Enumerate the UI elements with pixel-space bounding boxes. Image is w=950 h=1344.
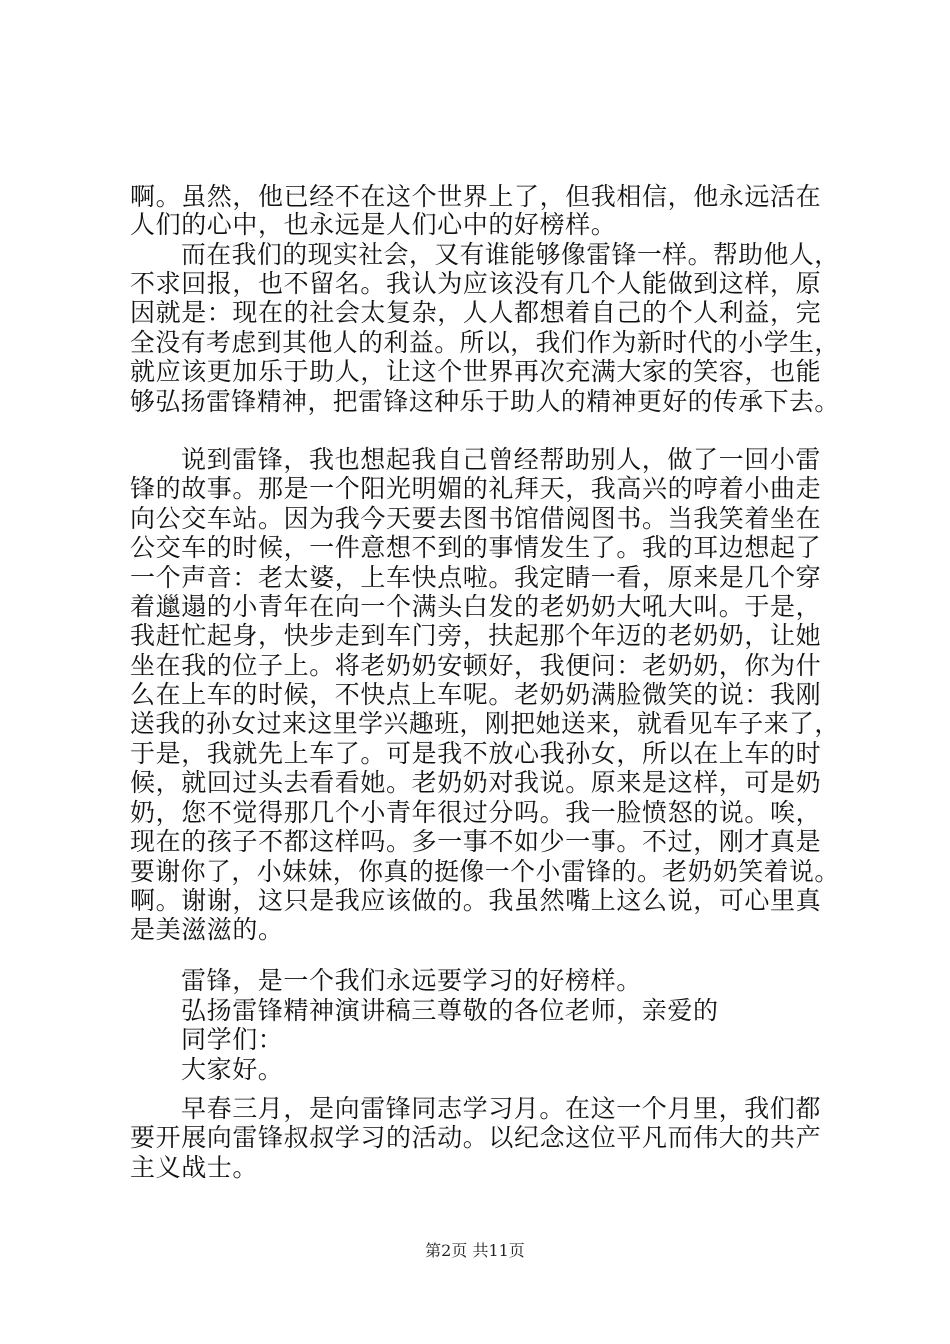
text-line: 现在的孩子不都这样吗。多一事不如少一事。不过，刚才真是 — [130, 827, 822, 856]
text-line: 奶，您不觉得那几个小青年很过分吗。我一脸愤怒的说。唉， — [130, 798, 822, 827]
text-line: 啊。虽然，他已经不在这个世界上了，但我相信，他永远活在 — [130, 182, 822, 211]
text-line: 着邋遢的小青年在向一个满头白发的老奶奶大吼大叫。于是， — [130, 592, 822, 621]
text-line: 不求回报，也不留名。我认为应该没有几个人能做到这样，原 — [130, 269, 822, 298]
text-line: 要谢你了，小妹妹，你真的挺像一个小雷锋的。老奶奶笑着说。 — [130, 857, 840, 886]
text-line: 够弘扬雷锋精神，把雷锋这种乐于助人的精神更好的传承下去。 — [130, 387, 840, 416]
text-line: 锋的故事。那是一个阳光明媚的礼拜天，我高兴的哼着小曲走 — [130, 474, 822, 503]
text-line: 么在上车的时候，不快点上车呢。老奶奶满脸微笑的说：我刚 — [130, 680, 822, 709]
text-line: 说到雷锋，我也想起我自己曾经帮助别人，做了一回小雷 — [181, 445, 822, 474]
text-line: 候，就回过头去看看她。老奶奶对我说。原来是这样，可是奶 — [130, 768, 822, 797]
text-line: 要开展向雷锋叔叔学习的活动。以纪念这位平凡而伟大的共产 — [130, 1123, 822, 1152]
text-line: 我赶忙起身，快步走到车门旁，扶起那个年迈的老奶奶，让她 — [130, 621, 822, 650]
text-line: 全没有考虑到其他人的利益。所以，我们作为新时代的小学生， — [130, 328, 840, 357]
text-line: 而在我们的现实社会，又有谁能够像雷锋一样。帮助他人， — [181, 240, 840, 269]
text-line: 就应该更加乐于助人，让这个世界再次充满大家的笑容，也能 — [130, 357, 822, 386]
text-line: 主义战士。 — [130, 1153, 259, 1182]
page-number-footer: 第2页 共11页 — [425, 1241, 525, 1260]
text-line: 向公交车站。因为我今天要去图书馆借阅图书。当我笑着坐在 — [130, 504, 822, 533]
text-line: 大家好。 — [181, 1055, 284, 1084]
text-line: 啊。谢谢，这只是我应该做的。我虽然嘴上这么说，可心里真 — [130, 886, 822, 915]
text-line: 人们的心中，也永远是人们心中的好榜样。 — [130, 210, 617, 239]
text-line: 于是，我就先上车了。可是我不放心我孙女，所以在上车的时 — [130, 739, 822, 768]
text-line: 早春三月，是向雷锋同志学习月。在这一个月里，我们都 — [181, 1094, 822, 1123]
text-line: 公交车的时候，一件意想不到的事情发生了。我的耳边想起了 — [130, 533, 822, 562]
text-line: 是美滋滋的。 — [130, 915, 284, 944]
text-line: 坐在我的位子上。将老奶奶安顿好，我便问：老奶奶，你为什 — [130, 651, 822, 680]
text-line: 因就是：现在的社会太复杂，人人都想着自己的个人利益，完 — [130, 298, 822, 327]
text-line: 一个声音：老太婆，上车快点啦。我定睛一看，原来是几个穿 — [130, 563, 822, 592]
text-line: 送我的孙女过来这里学兴趣班，刚把她送来，就看见车子来了， — [130, 709, 840, 738]
text-line: 弘扬雷锋精神演讲稿三尊敬的各位老师，亲爱的 — [181, 996, 719, 1025]
text-line: 同学们： — [181, 1025, 284, 1054]
text-line: 雷锋，是一个我们永远要学习的好榜样。 — [181, 966, 642, 995]
